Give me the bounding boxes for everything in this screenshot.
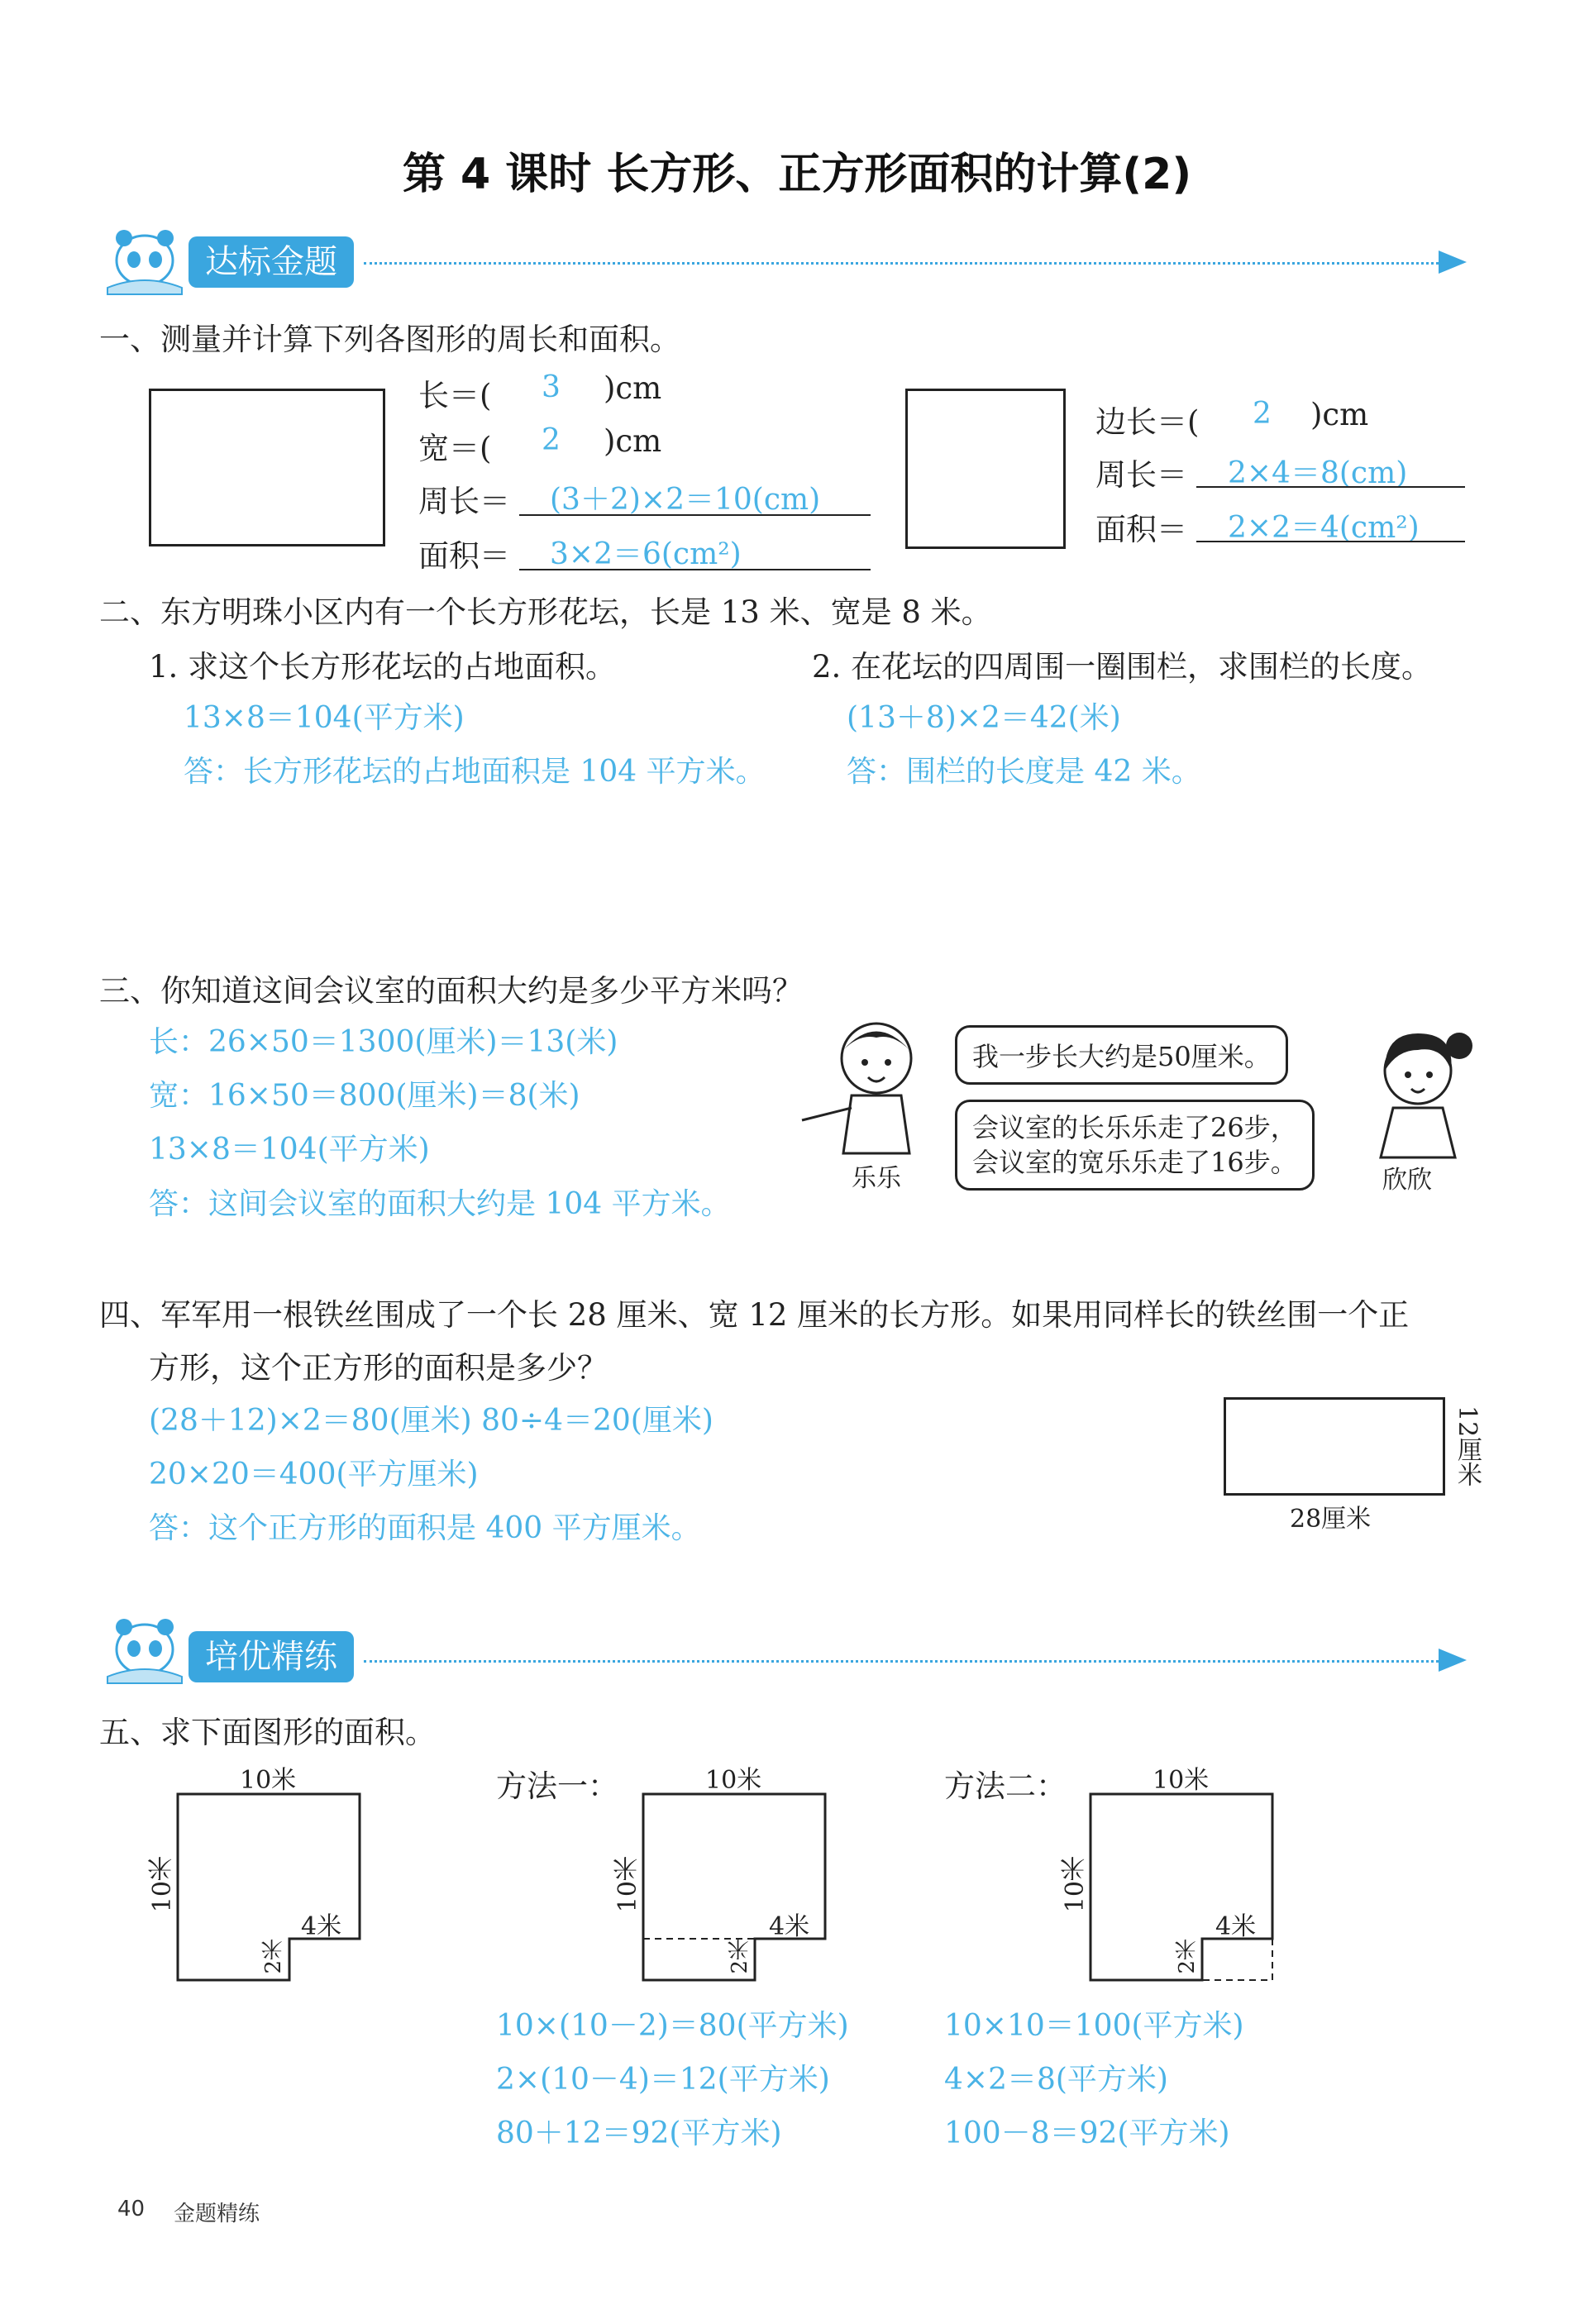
fig1-small-width-label: 4米	[301, 1912, 342, 1941]
section-badge-dabiao: 达标金题	[189, 236, 354, 288]
section-badge-peiyou: 培优精练	[189, 1631, 354, 1682]
fig3-small-width-label: 4米	[1215, 1912, 1257, 1941]
q2-part1-answer: 答：长方形花坛的占地面积是 104 平方米。	[184, 755, 766, 789]
q1-rectangle	[149, 389, 385, 546]
q2-part2-calc: (13＋8)×2＝42(米)	[847, 701, 1121, 735]
q2-part1-calc: 13×8＝104(平方米)	[184, 701, 465, 735]
book-title: 金题精练	[174, 2202, 260, 2226]
q3-area-calc: 13×8＝104(平方米)	[149, 1133, 430, 1167]
arrow-right-icon	[1439, 251, 1467, 274]
q3-prompt: 三、你知道这间会议室的面积大约是多少平方米吗？	[99, 973, 803, 1009]
method2-calc1: 10×10＝100(平方米)	[944, 2009, 1244, 2043]
fig1-side-label: 10米	[148, 1856, 177, 1913]
speech-bubble-step: 我一步长大约是50厘米。	[955, 1025, 1288, 1085]
fig2-small-height-label: 2米	[728, 1939, 752, 1974]
q1-width-label: 宽＝(	[418, 431, 492, 466]
method1-calc3: 80＋12＝92(平方米)	[496, 2116, 782, 2150]
speech-bubble-steps	[955, 1100, 1315, 1191]
section-divider	[364, 262, 1439, 265]
fig2-small-width-label: 4米	[769, 1912, 810, 1941]
q1-perimeter-value: (3＋2)×2＝10(cm)	[550, 483, 821, 517]
q1-sq-area-label: 面积＝	[1095, 512, 1187, 547]
q4-rectangle	[1224, 1397, 1445, 1496]
arrow-right-icon	[1439, 1649, 1467, 1672]
answer-underline	[519, 514, 871, 516]
page-number: 40	[117, 2197, 146, 2221]
q1-square	[905, 389, 1066, 549]
q1-length-unit: )cm	[604, 370, 662, 406]
q4-calc1: (28＋12)×2＝80(厘米) 80÷4＝20(厘米)	[149, 1404, 713, 1438]
girl-name: 欣欣	[1382, 1166, 1432, 1195]
q2-part2: 2. 在花坛的四周围一圈围栏，求围栏的长度。	[812, 649, 1433, 685]
method2-calc3: 100－8＝92(平方米)	[944, 2116, 1230, 2150]
q2-part2-answer: 答：围栏的长度是 42 米。	[847, 755, 1201, 789]
boy-illustration	[785, 1013, 934, 1162]
q1-length-value: 3	[542, 370, 561, 404]
q4-prompt-line2: 方形，这个正方形的面积是多少？	[149, 1350, 608, 1386]
q4-prompt-line1: 四、军军用一根铁丝围成了一个长 28 厘米、宽 12 厘米的长方形。如果用同样长的铁丝围一个正	[99, 1297, 1410, 1333]
q4-calc2: 20×20＝400(平方厘米)	[149, 1458, 479, 1491]
q3-length-calc: 长：26×50＝1300(厘米)＝13(米)	[149, 1025, 618, 1059]
girl-illustration	[1360, 1021, 1484, 1162]
fig2-side-label: 10米	[613, 1856, 642, 1913]
answer-underline	[1196, 486, 1465, 488]
q1-sq-perimeter-value: 2×4＝8(cm)	[1228, 456, 1408, 490]
q5-prompt: 五、求下面图形的面积。	[99, 1715, 436, 1750]
q2-prompt: 二、东方明珠小区内有一个长方形花坛，长是 13 米、宽是 8 米。	[99, 594, 992, 630]
q1-sq-perimeter-label: 周长＝	[1095, 457, 1187, 493]
q1-length-label: 长＝(	[418, 378, 492, 413]
section-divider	[364, 1660, 1439, 1663]
q1-prompt: 一、测量并计算下列各图形的周长和面积。	[99, 322, 680, 357]
answer-underline	[1196, 541, 1465, 542]
fig1-small-height-label: 2米	[261, 1939, 286, 1974]
q3-width-calc: 宽：16×50＝800(厘米)＝8(米)	[149, 1079, 580, 1113]
method1-label: 方法一：	[496, 1768, 618, 1804]
method1-calc2: 2×(10－4)＝12(平方米)	[496, 2063, 830, 2097]
q1-area-value: 3×2＝6(cm²)	[550, 537, 742, 571]
fig3-top-label: 10米	[1153, 1766, 1210, 1795]
q1-side-unit: )cm	[1310, 397, 1369, 432]
fig2-top-label: 10米	[705, 1766, 762, 1795]
fig3-side-label: 10米	[1061, 1856, 1090, 1913]
answer-underline	[519, 569, 871, 570]
method2-calc2: 4×2＝8(平方米)	[944, 2063, 1168, 2097]
page-title: 第 4 课时 长方形、正方形面积的计算(2)	[402, 150, 1192, 199]
method2-label: 方法二：	[944, 1768, 1067, 1804]
bubble-line-width: 会议室的宽乐乐走了16步。	[972, 1147, 1297, 1178]
q1-side-value: 2	[1253, 397, 1272, 431]
fig1-top-label: 10米	[240, 1766, 297, 1795]
q4-rect-height-label: 12厘米	[1453, 1405, 1482, 1487]
q1-width-value: 2	[542, 423, 561, 457]
method1-calc1: 10×(10－2)＝80(平方米)	[496, 2009, 849, 2043]
q4-answer: 答：这个正方形的面积是 400 平方厘米。	[149, 1511, 701, 1545]
q2-part1: 1. 求这个长方形花坛的占地面积。	[149, 649, 617, 685]
boy-name: 乐乐	[852, 1164, 901, 1193]
panda-mascot-icon	[99, 1612, 190, 1687]
bubble-line-length: 会议室的长乐乐走了26步，	[972, 1112, 1297, 1143]
q4-rect-width-label: 28厘米	[1290, 1505, 1372, 1534]
panda-mascot-icon	[99, 223, 190, 298]
q1-width-unit: )cm	[604, 423, 662, 459]
q1-perimeter-label: 周长＝	[418, 484, 510, 519]
fig3-small-height-label: 2米	[1175, 1939, 1200, 1974]
q1-sq-area-value: 2×2＝4(cm²)	[1228, 511, 1420, 545]
q3-answer: 答：这间会议室的面积大约是 104 平方米。	[149, 1187, 731, 1221]
q1-side-label: 边长＝(	[1095, 404, 1200, 440]
q1-area-label: 面积＝	[418, 538, 510, 574]
